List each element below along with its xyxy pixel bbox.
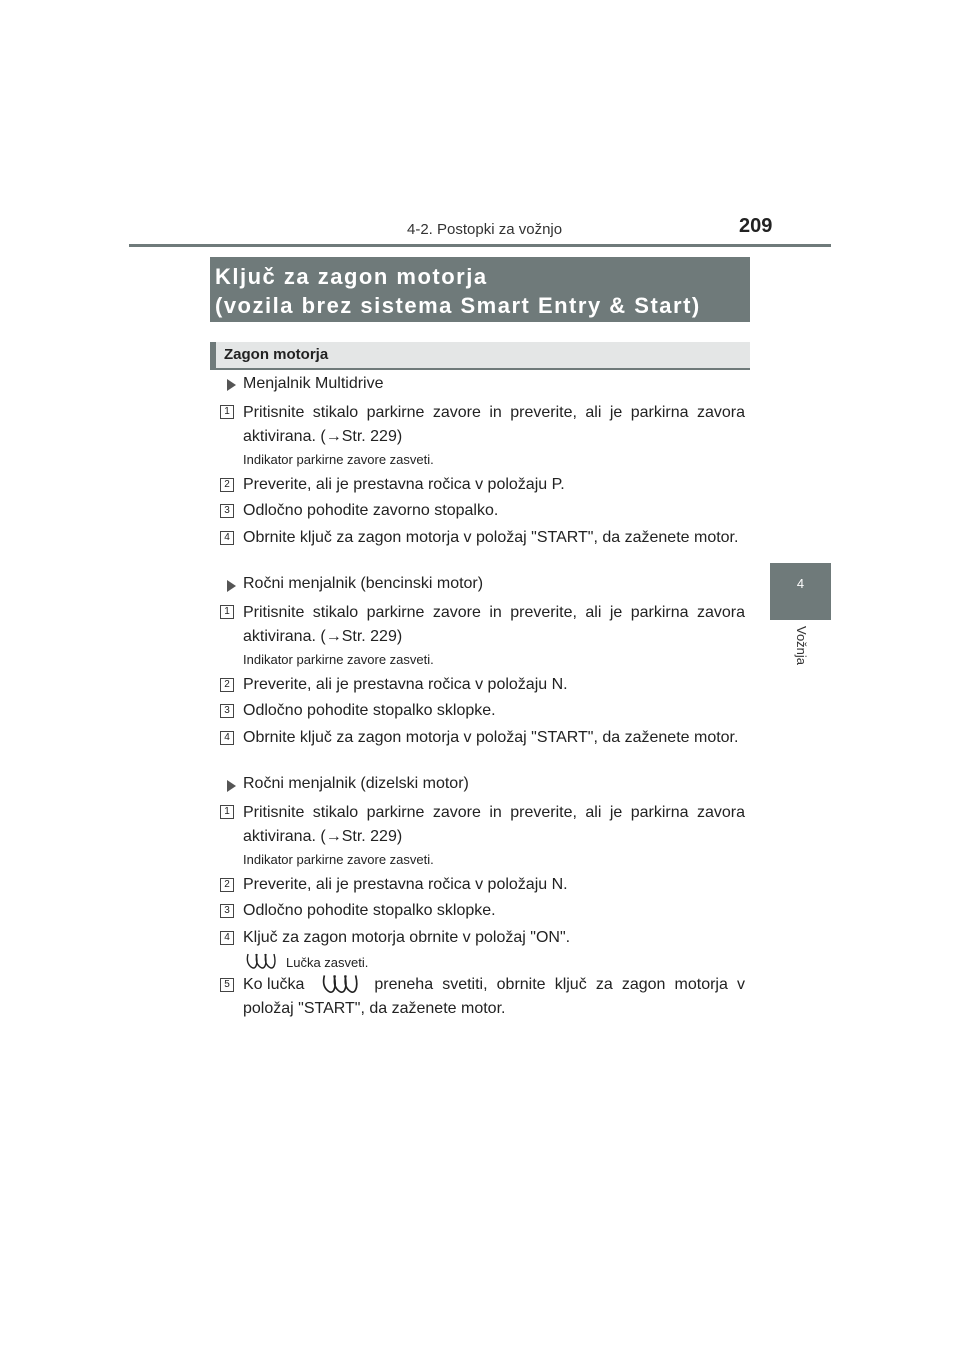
page-number: 209 bbox=[739, 215, 773, 237]
glow-plug-indicator-icon bbox=[245, 952, 277, 972]
step-text: Obrnite ključ za zagon motorja v položaj "START", da zaženete motor. bbox=[243, 729, 739, 746]
triangle-bullet-icon bbox=[227, 780, 236, 792]
glow-plug-indicator-icon bbox=[320, 973, 360, 997]
triangle-bullet-icon bbox=[227, 379, 236, 391]
step-text-after-icon-line-2: položaj "START", da zaženete motor. bbox=[243, 1000, 506, 1017]
step-text: Pritisnite stikalo parkirne zavore in preverite, ali je parkirna zavora aktivirana. (→Str. 229) bbox=[243, 804, 745, 845]
step-number-badge: 3 bbox=[220, 904, 234, 918]
step-number-badge: 1 bbox=[220, 605, 234, 619]
step-note: Lučka zasveti. bbox=[286, 955, 369, 970]
step-number-badge: 4 bbox=[220, 931, 234, 945]
chapter-tab-label: Vožnja bbox=[794, 626, 809, 666]
step-text: Preverite, ali je prestavna ročica v položaju N. bbox=[243, 876, 568, 893]
triangle-bullet-icon bbox=[227, 580, 236, 592]
step-number-badge: 3 bbox=[220, 504, 234, 518]
chapter-tab bbox=[770, 563, 831, 620]
step-number-badge: 1 bbox=[220, 805, 234, 819]
step-text: Pritisnite stikalo parkirne zavore in preverite, ali je parkirna zavora aktivirana. (→Str. 229) bbox=[243, 404, 745, 445]
step-number-badge: 2 bbox=[220, 478, 234, 492]
step-text-after-icon-line-1: preneha svetiti, obrnite ključ za zagon motorja v bbox=[374, 976, 745, 993]
step-number-badge: 1 bbox=[220, 405, 234, 419]
step-number-badge: 3 bbox=[220, 704, 234, 718]
subheading-accent bbox=[210, 342, 216, 368]
step-text: Pritisnite stikalo parkirne zavore in preverite, ali je parkirna zavora aktivirana. (→Str. 229) bbox=[243, 604, 745, 645]
step-text: Preverite, ali je prestavna ročica v položaju N. bbox=[243, 676, 568, 693]
group-heading: Ročni menjalnik (bencinski motor) bbox=[243, 575, 484, 592]
page-title bbox=[210, 257, 750, 322]
step-note: Indikator parkirne zavore zasveti. bbox=[243, 652, 434, 667]
step-text: Odločno pohodite stopalko sklopke. bbox=[243, 902, 496, 919]
step-text: Odločno pohodite zavorno stopalko. bbox=[243, 502, 499, 519]
step-number-badge: 2 bbox=[220, 678, 234, 692]
step-text: Preverite, ali je prestavna ročica v položaju P. bbox=[243, 476, 565, 493]
page-title-line-2: (vozila brez sistema Smart Entry & Start) bbox=[215, 293, 701, 318]
group-heading: Ročni menjalnik (dizelski motor) bbox=[243, 775, 469, 792]
step-number-badge: 2 bbox=[220, 878, 234, 892]
step-number-badge: 5 bbox=[220, 978, 234, 992]
step-text: Odločno pohodite stopalko sklopke. bbox=[243, 702, 496, 719]
step-text: Ključ za zagon motorja obrnite v položaj "ON". bbox=[243, 929, 571, 946]
group-heading: Menjalnik Multidrive bbox=[243, 375, 384, 392]
section-breadcrumb: 4-2. Postopki za vožnjo bbox=[407, 221, 563, 238]
header-divider bbox=[129, 244, 831, 247]
page-title-line-1: Ključ za zagon motorja bbox=[215, 264, 488, 289]
subheading: Zagon motorja bbox=[224, 346, 329, 363]
step-text bbox=[243, 973, 745, 1021]
step-text-before-icon: Ko lučka bbox=[243, 976, 305, 993]
step-number-badge: 4 bbox=[220, 531, 234, 545]
step-note: Indikator parkirne zavore zasveti. bbox=[243, 452, 434, 467]
step-note: Indikator parkirne zavore zasveti. bbox=[243, 852, 434, 867]
subheading-rule bbox=[210, 368, 750, 370]
step-number-badge: 4 bbox=[220, 731, 234, 745]
step-text: Obrnite ključ za zagon motorja v položaj "START", da zaženete motor. bbox=[243, 529, 739, 546]
chapter-tab-number: 4 bbox=[796, 576, 805, 591]
